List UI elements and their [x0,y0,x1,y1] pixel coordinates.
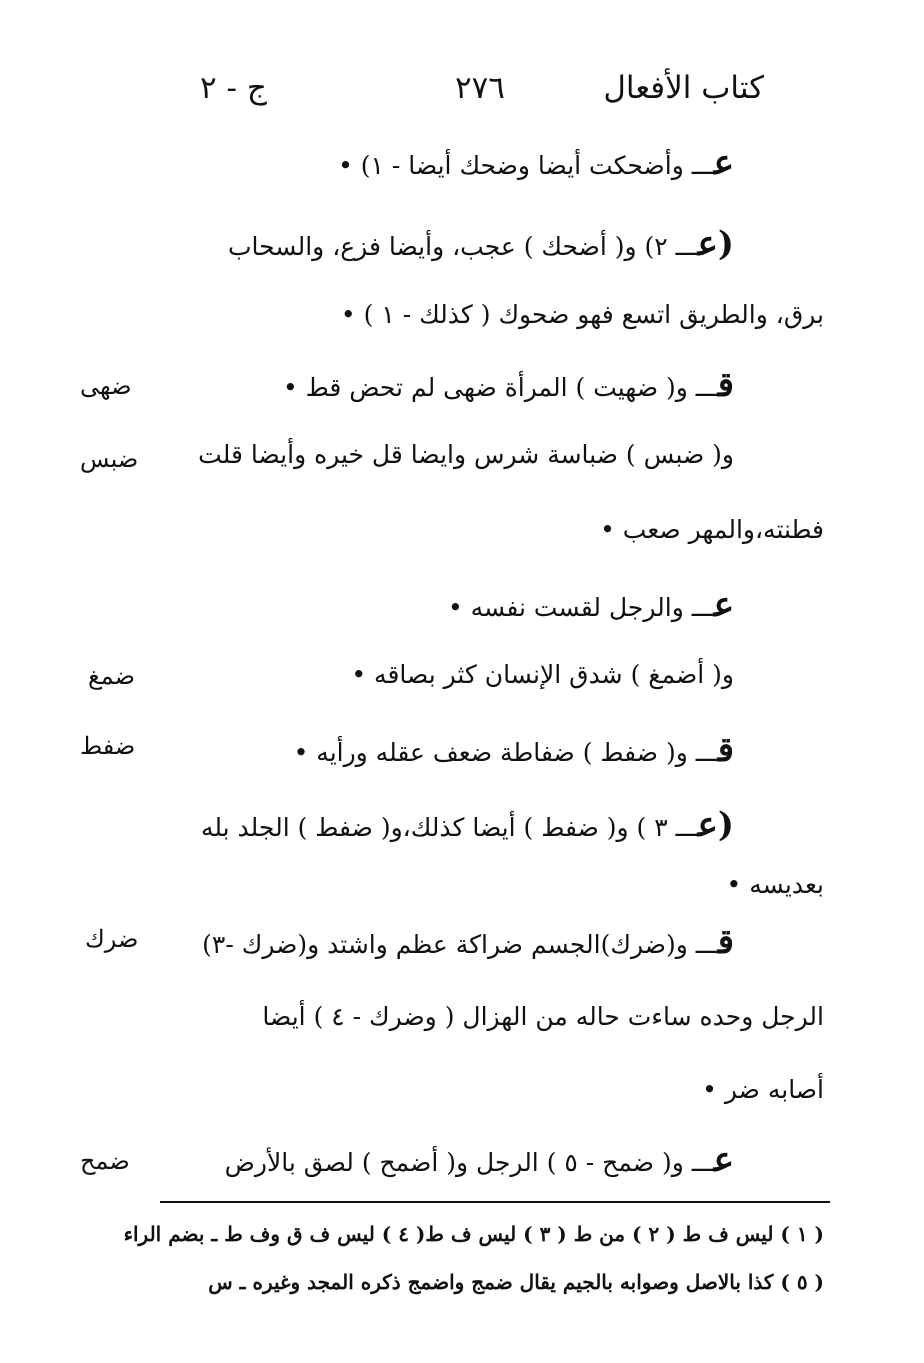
body-line [351,660,734,689]
volume-label: ج - ٢ [200,70,267,106]
line-text: ـــ والرجل لقست نفسه • [447,593,714,622]
line-marker: (ع [697,805,734,845]
body-line [262,1002,824,1031]
margin-word-duha: ضهى [80,372,132,400]
line-text: ـــ ٣ ) و( ضفط ) أيضا كذلك،و( ضفط ) الجلد بله [200,813,698,842]
book-title: كتاب الأفعال [603,70,764,106]
line-marker: ق [717,365,734,405]
line-text: ـــ ٢) و( أضحك ) عجب، وأيضا فزع، والسحاب [228,232,698,261]
line-text: أصابه ضر • [702,1075,824,1104]
margin-word-damagh: ضمغ [88,662,136,690]
body-line [294,730,734,770]
margin-word-dabs: ضبس [80,445,139,473]
line-text: و( ضبس ) ضباسة شرس وايضا قل خيره وأيضا قلت [198,440,734,469]
line-marker: ع [713,143,734,183]
line-marker: ق [717,922,734,962]
line-marker: ع [713,585,734,625]
body-line [341,300,824,329]
line-text: ـــ و( ضمح - ٥ ) الرجل و( أضمح ) لصق بالأرض [224,1148,714,1177]
body-line [201,805,734,845]
line-text: الرجل وحده ساءت حاله من الهزال ( وضرك - ٤ ) أيضا [262,1002,824,1031]
body-line [198,440,734,469]
body-line [600,515,824,544]
margin-word-darak: ضرك [85,925,139,953]
page-number: ٢٧٦ [455,70,505,106]
line-text: ـــ و(ضرك)الجسم ضراكة عظم واشتد و(ضرك -٣) [202,930,718,959]
line-text: ـــ و( ضهيت ) المرأة ضهى لم تحض قط • [282,373,718,402]
body-line [225,1140,734,1180]
footnote-line: ( ١ ) ليس ف ط ( ٢ ) من ط ( ٣ ) ليس ف ط( ٤ ) ليس ف ق وف ط ـ بضم الراء [123,1222,824,1246]
body-line [702,1075,824,1104]
line-text: ـــ وأضحكت أيضا وضحك أيضا - ١) • [338,151,714,180]
margin-word-damah: ضمح [80,1147,130,1175]
line-marker: ق [717,730,734,770]
line-text: بعديسه • [726,870,824,899]
line-text: ـــ و( ضفط ) ضفاطة ضعف عقله ورأيه • [293,738,718,767]
body-line [727,870,825,899]
footnote-line: ( ٥ ) كذا بالاصل وصوابه بالجيم يقال ضمج واضمج ذكره المجد وغيره ـ س [208,1270,824,1294]
line-text: و( أضمغ ) شدق الإنسان كثر بصاقه • [351,660,734,689]
line-text: برق، والطريق اتسع فهو ضحوك ( كذلك - ١ ) • [340,300,824,329]
line-marker: (ع [697,224,734,264]
footnote-divider [160,1201,830,1203]
body-line [448,585,734,625]
margin-word-dafat: ضفط [80,732,136,760]
body-line [338,143,734,183]
body-line [228,224,734,264]
line-text: فطنته،والمهر صعب • [600,515,824,544]
body-line [283,365,734,405]
body-line [202,922,734,962]
line-marker: ع [713,1140,734,1180]
